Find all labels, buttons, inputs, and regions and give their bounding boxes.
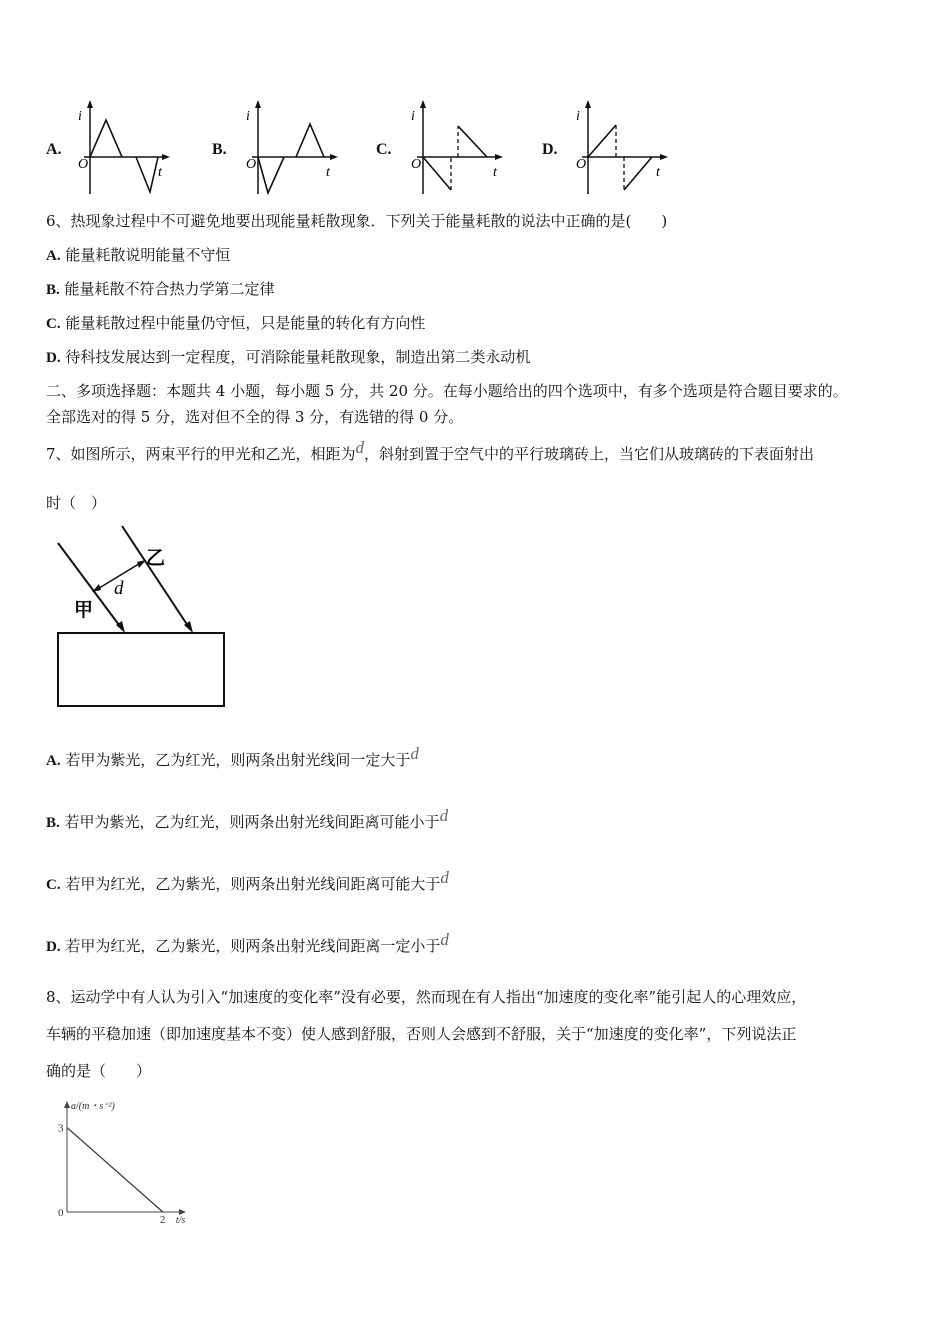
- wave-a-negative: [136, 157, 158, 192]
- wave-c-positive: [458, 126, 487, 157]
- glass-block: [58, 633, 224, 706]
- section2-line2: 全部选对的得 5 分，选对但不全的得 3 分，有选错的得 0 分。: [46, 408, 464, 426]
- option-text: 待科技发展达到一定程度，可消除能量耗散现象，制造出第二类永动机: [65, 348, 531, 366]
- q8-stem-line3: 确的是（ ）: [46, 1062, 152, 1080]
- q7-stem-part1: 7、如图所示，两束平行的甲光和乙光，相距为: [46, 445, 356, 463]
- axis-i-label: i: [78, 109, 82, 124]
- ray-yi: [122, 526, 190, 629]
- option-letter: A.: [46, 248, 61, 264]
- series-line: [67, 1128, 163, 1212]
- q7-stem-part2: ，斜射到置于空气中的平行玻璃砖上，当它们从玻璃砖的下表面射出: [364, 445, 815, 463]
- y-tick-label: 3: [58, 1122, 64, 1135]
- axis-i-label: i: [576, 109, 580, 124]
- axis-t-label: t: [326, 165, 330, 180]
- option-letter: D.: [46, 350, 61, 366]
- q7-stem-line2: 时（ ）: [46, 494, 107, 512]
- option-b-letter[interactable]: B.: [212, 141, 227, 158]
- axis-t-label: t: [656, 165, 660, 180]
- q7-figure: [50, 524, 240, 714]
- wave-d-positive: [588, 125, 616, 157]
- option-letter: B.: [46, 282, 60, 298]
- option-text: 若甲为紫光，乙为红光，则两条出射光线间一定大于: [65, 751, 411, 769]
- wave-d-negative: [624, 157, 652, 190]
- option-text: 若甲为紫光，乙为红光，则两条出射光线间距离可能小于: [64, 813, 440, 831]
- option-a-letter[interactable]: A.: [46, 141, 62, 158]
- variable-d: d: [440, 930, 449, 949]
- x-tick-label: 2: [159, 1214, 166, 1226]
- wave-a-positive: [90, 120, 122, 157]
- q6-option-a[interactable]: [46, 245, 230, 266]
- q7-option-c[interactable]: [46, 868, 449, 895]
- option-text: 若甲为红光，乙为紫光，则两条出射光线间距离一定小于: [65, 937, 441, 955]
- q6-option-b[interactable]: [46, 279, 275, 300]
- graph-b[interactable]: [238, 98, 348, 198]
- variable-d: d: [410, 744, 419, 763]
- axis-i-label: i: [411, 109, 415, 124]
- axis-i-label: i: [246, 109, 250, 124]
- y-axis-label: a/(m・s⁻²): [71, 1101, 115, 1112]
- variable-d: d: [440, 868, 449, 887]
- option-text: 若甲为红光，乙为紫光，则两条出射光线间距离可能大于: [65, 875, 441, 893]
- wave-b-negative: [258, 157, 284, 193]
- wave-b-positive: [296, 124, 324, 157]
- wave-c-negative: [423, 157, 451, 190]
- origin-label: O: [576, 157, 587, 172]
- variable-d: d: [355, 438, 365, 457]
- q6-option-d[interactable]: [46, 347, 530, 368]
- q7-option-a[interactable]: [46, 744, 419, 771]
- label-yi: 乙: [146, 548, 166, 569]
- option-text: 能量耗散不符合热力学第二定律: [64, 280, 275, 298]
- option-d-letter[interactable]: D.: [542, 141, 558, 158]
- q7-option-b[interactable]: [46, 806, 449, 833]
- option-letter: D.: [46, 939, 61, 955]
- x-axis-label: t/s: [175, 1215, 186, 1226]
- q7-stem-line1: [46, 438, 815, 464]
- option-c-letter[interactable]: C.: [376, 141, 392, 158]
- graph-c[interactable]: [403, 98, 513, 198]
- label-d: d: [114, 578, 124, 599]
- axis-t-label: t: [493, 165, 497, 180]
- q6-stem: 6、热现象过程中不可避免地要出现能量耗散现象．下列关于能量耗散的说法中正确的是( ): [46, 212, 668, 230]
- q7-option-d[interactable]: [46, 930, 449, 957]
- option-letter: A.: [46, 753, 61, 769]
- origin-label: O: [411, 157, 422, 172]
- y-axis-arrow: [64, 1101, 70, 1108]
- axis-t-label: t: [158, 165, 162, 180]
- label-jia: 甲: [74, 600, 94, 621]
- q8-stem-line1: 8、运动学中有人认为引入“加速度的变化率”没有必要，然而现在有人指出“加速度的变化率”能引起人的心理效应，: [46, 988, 807, 1006]
- section2-line1: 二、多项选择题：本题共 4 小题，每小题 5 分，共 20 分。在每小题给出的四个选项中，有多个选项是符合题目要求的。: [46, 382, 848, 400]
- graph-d[interactable]: [568, 98, 678, 198]
- y-tick-label: 0: [58, 1207, 64, 1219]
- option-text: 能量耗散说明能量不守恒: [65, 246, 231, 264]
- option-text: 能量耗散过程中能量仍守恒，只是能量的转化有方向性: [65, 314, 426, 332]
- option-letter: C.: [46, 877, 61, 893]
- graph-a[interactable]: [70, 98, 180, 198]
- q8-stem-line2: 车辆的平稳加速（即加速度基本不变）使人感到舒服，否则人会感到不舒服，关于“加速度的变化率”，下列说法正: [46, 1025, 797, 1043]
- origin-label: O: [246, 157, 257, 172]
- option-letter: B.: [46, 815, 60, 831]
- origin-label: O: [78, 157, 89, 172]
- q6-option-c[interactable]: [46, 313, 425, 334]
- q8-acceleration-chart: [50, 1095, 200, 1230]
- variable-d: d: [439, 806, 449, 825]
- option-letter: C.: [46, 316, 61, 332]
